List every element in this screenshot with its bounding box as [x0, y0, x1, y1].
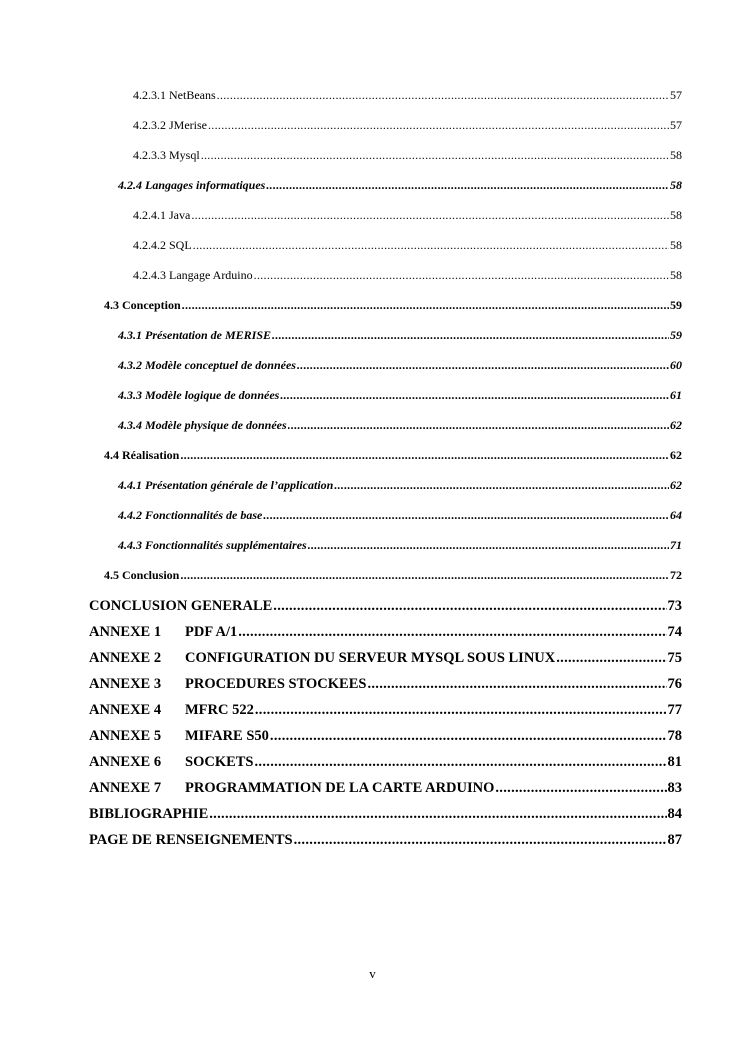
leader-dots	[193, 238, 669, 253]
annex-number: ANNEXE 3	[89, 676, 162, 692]
toc-entry-label: 4.4.3 Fonctionnalités supplémentaires	[118, 538, 307, 552]
toc-entry-label: BIBLIOGRAPHIE	[89, 806, 209, 822]
toc-entry-page: 77	[667, 702, 682, 718]
leader-dots	[263, 508, 669, 523]
leader-dots	[556, 650, 666, 667]
toc-entry-label: 4.2.3.1 NetBeans	[133, 88, 216, 102]
leader-dots	[280, 388, 669, 403]
toc-entry-page: 64	[670, 508, 682, 522]
toc-entry[interactable]	[118, 358, 682, 373]
leader-dots	[495, 780, 666, 797]
leader-dots	[297, 358, 669, 373]
toc-entry-label: CONCLUSION GENERALE	[89, 598, 273, 614]
toc-entry[interactable]	[133, 208, 682, 223]
leader-dots	[273, 598, 666, 615]
leader-dots	[334, 478, 669, 493]
leader-dots	[209, 806, 666, 823]
leader-dots	[272, 328, 669, 343]
toc-entry[interactable]	[104, 448, 682, 463]
leader-dots	[254, 268, 669, 283]
toc-entry-page: 62	[670, 478, 682, 492]
toc-entry-page: 58	[670, 268, 682, 282]
toc-entry-annex[interactable]	[89, 728, 682, 745]
toc-entry-annex[interactable]	[89, 624, 682, 641]
toc-entry-label: 4.3.1 Présentation de MERISE	[118, 328, 272, 342]
toc-entry-label: 4.4 Réalisation	[104, 448, 180, 462]
annex-title: MFRC 522	[185, 702, 254, 718]
toc-entry[interactable]	[89, 806, 682, 823]
toc-entry[interactable]	[118, 538, 682, 553]
leader-dots	[270, 728, 667, 745]
toc-entry-label	[89, 702, 254, 719]
toc-entry[interactable]	[118, 388, 682, 403]
toc-entry-page: 84	[667, 806, 682, 822]
toc-entry-annex[interactable]	[89, 702, 682, 719]
toc-entry-label: 4.2.4.1 Java	[133, 208, 191, 222]
toc-entry[interactable]	[133, 268, 682, 283]
toc-entry[interactable]	[118, 418, 682, 433]
toc-entry-page: 62	[670, 448, 682, 462]
leader-dots	[266, 178, 669, 193]
toc-entry[interactable]	[104, 298, 682, 313]
leader-dots	[367, 676, 666, 693]
toc-entry-label	[89, 650, 555, 667]
toc-entry-label	[89, 624, 237, 641]
toc-entry-page: 72	[670, 568, 682, 582]
annex-number: ANNEXE 2	[89, 650, 162, 666]
toc-entry-label	[89, 780, 494, 797]
annex-title: PROCEDURES STOCKEES	[185, 676, 367, 692]
toc-entry-page: 61	[670, 388, 682, 402]
toc-entry-label: 4.3.4 Modèle physique de données	[118, 418, 287, 432]
toc-entry-page: 62	[670, 418, 682, 432]
toc-entry-page: 57	[670, 88, 682, 102]
annex-number: ANNEXE 7	[89, 780, 162, 796]
toc-entry[interactable]	[118, 178, 682, 193]
toc-entry-label: 4.4.1 Présentation générale de l’application	[118, 478, 334, 492]
toc-entry-page: 60	[670, 358, 682, 372]
toc-entry-page: 59	[670, 328, 682, 342]
toc-entry-label: 4.2.4.2 SQL	[133, 238, 192, 252]
toc-entry-label: 4.4.2 Fonctionnalités de base	[118, 508, 263, 522]
toc-entry-label: 4.2.4.3 Langage Arduino	[133, 268, 253, 282]
annex-title: CONFIGURATION DU SERVEUR MYSQL SOUS LINUX	[185, 650, 556, 666]
toc-entry[interactable]	[118, 478, 682, 493]
leader-dots	[208, 118, 669, 133]
toc-entry-annex[interactable]	[89, 650, 682, 667]
toc-entry-page: 58	[670, 178, 682, 192]
toc-entry[interactable]	[118, 328, 682, 343]
annex-title: PROGRAMMATION DE LA CARTE ARDUINO	[185, 780, 495, 796]
toc-entry-page: 58	[670, 238, 682, 252]
toc-entry-page: 74	[667, 624, 682, 640]
toc-entry-page: 58	[670, 148, 682, 162]
leader-dots	[255, 702, 667, 719]
toc-entry[interactable]	[89, 598, 682, 615]
annex-title: PDF A/1	[185, 624, 238, 640]
toc-entry-annex[interactable]	[89, 676, 682, 693]
annex-title: MIFARE S50	[185, 728, 269, 744]
toc-entry[interactable]	[133, 88, 682, 103]
toc-entry-label: 4.3.3 Modèle logique de données	[118, 388, 280, 402]
toc-entry[interactable]	[133, 118, 682, 133]
toc-entry-label: 4.2.3.2 JMerise	[133, 118, 207, 132]
leader-dots	[255, 754, 667, 771]
toc-entry-page: 83	[667, 780, 682, 796]
toc-entry-label: 4.3.2 Modèle conceptuel de données	[118, 358, 296, 372]
toc-entry-page: 78	[667, 728, 682, 744]
leader-dots	[180, 448, 669, 463]
leader-dots	[180, 568, 669, 583]
leader-dots	[238, 624, 666, 641]
leader-dots	[217, 88, 669, 103]
toc-entry-label: 4.3 Conception	[104, 298, 181, 312]
toc-entry-page: 59	[670, 298, 682, 312]
toc-entry-annex[interactable]	[89, 780, 682, 797]
leader-dots	[201, 148, 669, 163]
toc-entry-label: 4.2.3.3 Mysql	[133, 148, 200, 162]
annex-number: ANNEXE 6	[89, 754, 162, 770]
toc-entry-page: 58	[670, 208, 682, 222]
toc-entry[interactable]	[133, 148, 682, 163]
toc-entry-page: 75	[667, 650, 682, 666]
toc-entry[interactable]	[89, 832, 682, 849]
annex-number: ANNEXE 1	[89, 624, 162, 640]
toc-entry-page: 87	[667, 832, 682, 848]
leader-dots	[182, 298, 669, 313]
toc-entry-label: 4.5 Conclusion	[104, 568, 180, 582]
toc-entry-label: PAGE DE RENSEIGNEMENTS	[89, 832, 293, 848]
annex-number: ANNEXE 4	[89, 702, 162, 718]
toc-entry[interactable]	[104, 568, 682, 583]
page-number: v	[369, 966, 376, 981]
toc-entry-page: 71	[670, 538, 682, 552]
toc-entry-page: 57	[670, 118, 682, 132]
leader-dots	[308, 538, 669, 553]
toc-entry-label	[89, 754, 254, 771]
toc-entry-label	[89, 728, 269, 745]
annex-title: SOCKETS	[185, 754, 254, 770]
annex-number: ANNEXE 5	[89, 728, 162, 744]
toc-entry-page: 73	[667, 598, 682, 614]
toc-entry-page: 76	[667, 676, 682, 692]
leader-dots	[191, 208, 669, 223]
leader-dots	[288, 418, 669, 433]
toc-entry[interactable]	[133, 238, 682, 253]
toc-entry-label: 4.2.4 Langages informatiques	[118, 178, 266, 192]
leader-dots	[294, 832, 667, 849]
toc-entry[interactable]	[118, 508, 682, 523]
toc-entry-page: 81	[667, 754, 682, 770]
toc-entry-label	[89, 676, 366, 693]
toc-entry-annex[interactable]	[89, 754, 682, 771]
